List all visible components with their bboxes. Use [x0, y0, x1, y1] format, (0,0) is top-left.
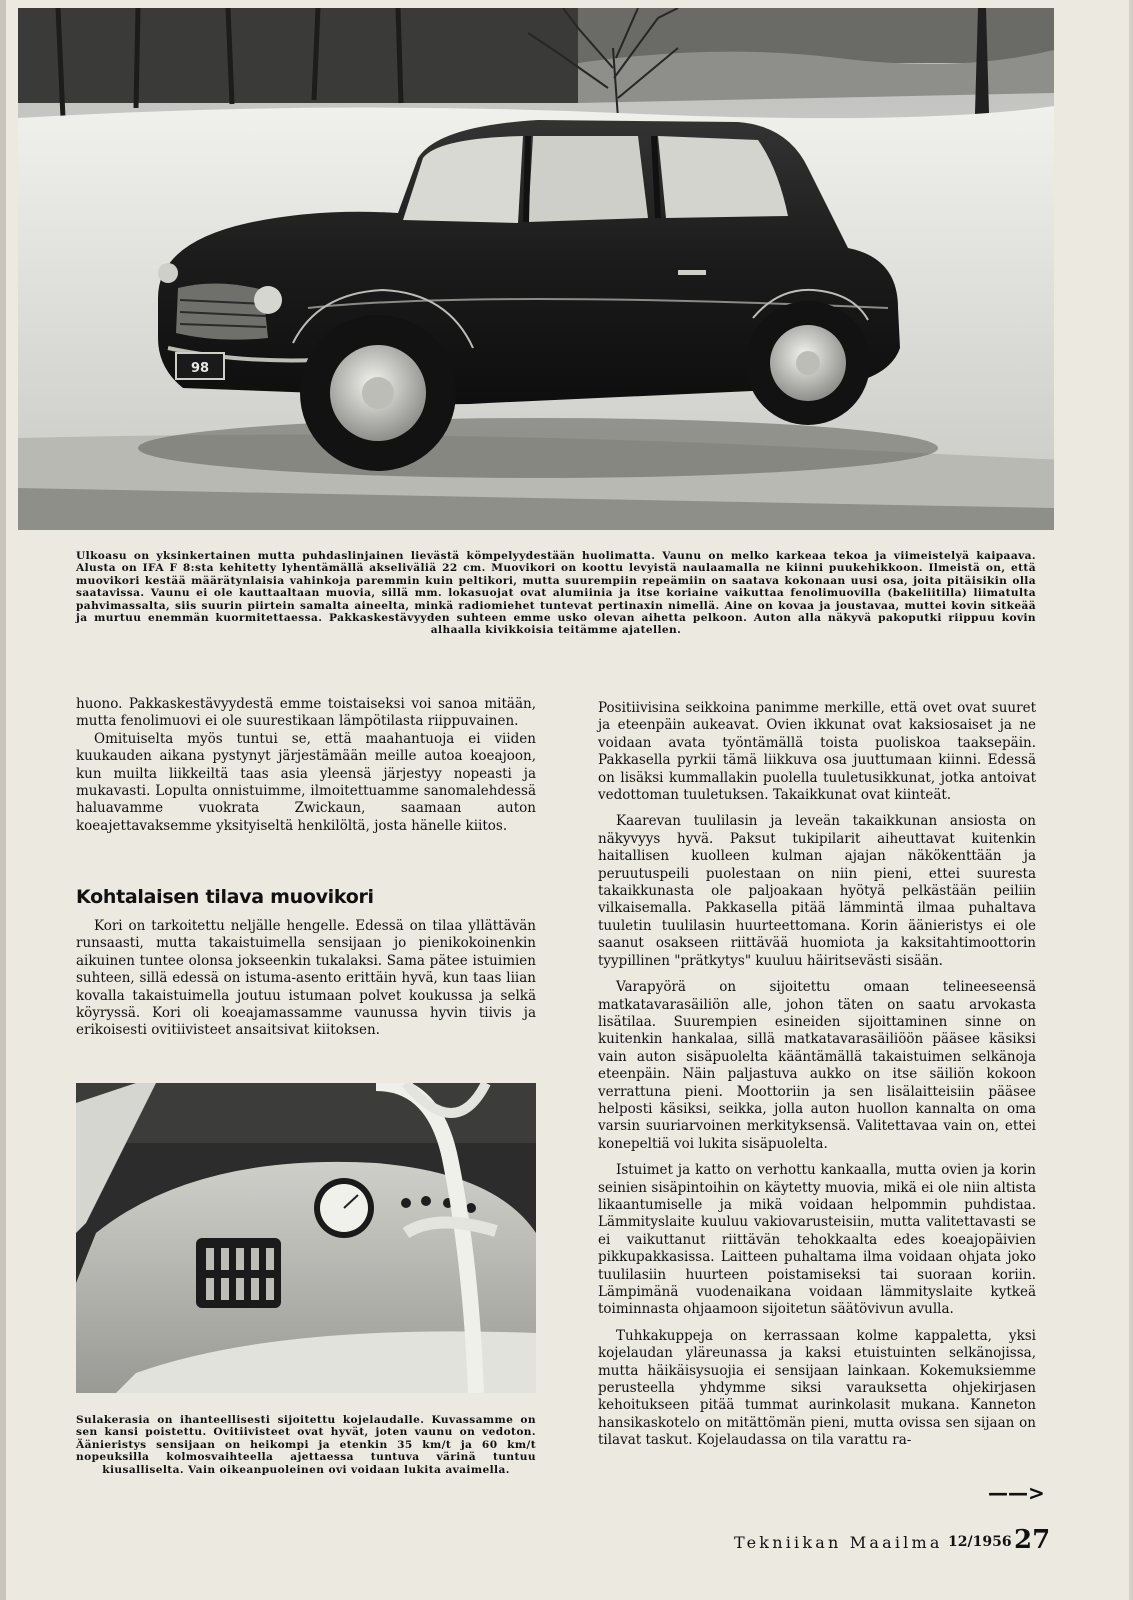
paragraph: Omituiselta myös tuntui se, että maahantuoja ei viiden kuukauden aikana pystynyt järjestämään meille autoa koeajoon, kun muilta liikkeiltä taas asia yleensä järjestyy nopeasti ja mukavasti. Lopulta onnistuimme, ilmoitettuamme sanomalehdessä haluavamme vuokrata Zwickaun, saamaan auton koeajettavaksemme yksityiseltä henkilöltä, josta hänelle kiitos.: [76, 730, 536, 834]
right-column: [598, 700, 1036, 1459]
license-plate-text: 98: [190, 361, 210, 376]
page-binding-edge: [0, 0, 6, 1600]
paragraph: Tuhkakuppeja on kerrassaan kolme kappaletta, yksi kojelaudan yläreunassa ja kaksi etuistuinten selkänojissa, mutta häikäisysuojia ei sensijaan lainkaan. Kokemuksiemme perusteella yhdymme siksi varauksetta ohjekirjasen kehoitukseen pitää tummat aurinkolasit mukana. Kanneton hansikaskotelo on mitättömän pieni, mutta ovissa sen sijaan on tilavat taskut. Kojelaudassa on tila varattu ra-: [598, 1327, 1036, 1449]
issue-number: 12/1956: [948, 1534, 1012, 1550]
dashboard-photo: [76, 1083, 536, 1393]
continuation-arrow: ——>: [988, 1481, 1045, 1505]
paragraph: Varapyörä on sijoitettu omaan telineeseensä matkatavarasäiliön alle, johon täten on saatu arvokasta lisätilaa. Suurempien esineiden sijoittaminen sinne on kuitenkin hankalaa, sillä matkatavarasäiliöön pääsee käsiksi vain auton sisäpuolelta kääntämällä takaistuimen selkänoja eteenpäin. Näin paljastuva aukko on itse säiliön kokoon verrattuna pieni. Moottoriin ja sen lisälaitteisiin pääsee helposti käsiksi, seikka, jolla auton huollon kannalta on oma varsin suuriarvoinen merkityksensä. Valitettavaa vain on, ettei konepeltiä voi lukita sisäpuolelta.: [598, 979, 1036, 1152]
car-photo: [18, 8, 1054, 530]
section-heading: Kohtalaisen tilava muovikori: [76, 886, 374, 908]
paragraph: huono. Pakkaskestävyydestä emme toistaiseksi voi sanoa mitään, mutta fenolimuovi ei ole suurestikaan lämpötilasta riippuvainen.: [76, 696, 536, 730]
page-right-edge: [1129, 0, 1133, 1600]
page-footer: [734, 1525, 1051, 1559]
paragraph: Positiivisina seikkoina panimme merkille, että ovet ovat suuret ja eteenpäin aukeavat. Ovien ikkunat ovat kaksiosaiset ja ne voidaan avata työntämällä toista puoliskoa taaksepäin. Pakkasella pyrkii tämä liikkuva osa juuttumaan kiinni. Edessä on lisäksi kummallakin puolella tuuletusikkunat, jotka antoivat vedottoman tuuletuksen. Takaikkunat ovat kiinteät.: [598, 700, 1036, 804]
paragraph: Istuimet ja katto on verhottu kankaalla, mutta ovien ja korin seinien sisäpintoihin on käytetty muovia, mikä ei ole niin altista likaantumiselle ja mikä voidaan helpommin puhdistaa. Lämmityslaite kuuluu vakiovarusteisiin, mutta valitettavasti se ei vaikuttanut riittävän tehokkaalta edes koeajopäivien pikkupakkasissa. Laitteen puhaltama ilma voidaan ohjata joko tuulilasiin huurteen poistamiseksi tai suoraan koriin. Lämpimänä vuodenaikana voidaan lämmityslaite kytkeä toiminnasta ohjaamoon sijoitetun säätövivun avulla.: [598, 1162, 1036, 1318]
paragraph: Kori on tarkoitettu neljälle hengelle. Edessä on tilaa yllättävän runsaasti, mutta takaistuimella sensijaan jo pienikokoinenkin aikuinen tuntee olonsa jokseenkin tukalaksi. Sama pätee istuimien suhteen, sillä edessä on istuma-asento erittäin hyvä, kun taas liian kovalla takaistuimella joutuu istumaan polvet koukussa ja selkä köyryssä. Kori oli koeajamassamme vaunussa hyvin tiivis ja erikoisesti ovitiivisteet ansaitsivat kiitoksen.: [76, 918, 536, 1039]
photo-caption-top: Ulkoasu on yksinkertainen mutta puhdaslinjainen lievästä kömpelyydestään huolimatta. Vaunu on melko karkeaa tekoa ja viimeistelyä kaipaava. Alusta on IFA F 8:sta kehitetty lyhentämällä akseliväliä 22 cm. Muovikori on koottu levyistä naulaamalla ne kiinni puukehikkoon. Ilmeistä on, että muovikori kestää määrätynlaisia vahinkoja paremmin kuin peltikori, mutta suurempiin repeämiin on saatava kokonaan uusi osa, joita pitäisikin olla saatavissa. Vaunu ei ole kauttaaltaan muovia, sillä mm. lokasuojat ovat alumiinia ja itse koriaine vaikuttaa fenolimuovilla (bakeliitilla) liimatulta pahvimassalta, siis suurin piirtein samalta aineelta, minkä radiomiehet tuntevat pertinaxin nimellä. Aine on kovaa ja joustavaa, muttei kovin sitkeää ja murtuu enemmän kuormitettaessa. Pakkaskestävyyden suhteen emme usko olevan aihetta pelkoon. Auton alla näkyvä pakoputki riippuu kovin alhaalla kivikkoisia teitämme ajatellen.: [76, 550, 1036, 637]
magazine-name: Tekniikan Maailma: [734, 1533, 943, 1552]
paragraph: Kaarevan tuulilasin ja leveän takaikkunan ansiosta on näkyvyys hyvä. Paksut tukipilarit aiheuttavat kuitenkin haitallisen kuolleen kulman ajajan näkökenttään ja peruutuspeili puolestaan on niin pieni, ettei suuresta takaikkunasta ole paljoakaan hyötyä pelkästään peiliin vilkaisemalla. Pakkasella pitää lämmintä ilmaa puhaltava tuuletin tuulilasin huurteettomana. Korin äänieristys ei ole saanut osakseen riittävää huomiota ja kaksitahtimoottorin tyypillinen "prätkytys" kuuluu häiritsevästi sisään.: [598, 813, 1036, 969]
photo-caption-dashboard: Sulakerasia on ihanteellisesti sijoitettu kojelaudalle. Kuvassamme on sen kansi poistettu. Ovitiivisteet ovat hyvät, joten vaunu on vedoton. Äänieristys sensijaan on heikompi ja etenkin 35 km/t ja 60 km/t nopeuksilla kolmosvaihteella ajettaessa tuntuva värinä tuntuu kiusalliselta. Vain oikeanpuoleinen ovi voidaan lukita avaimella.: [76, 1414, 536, 1476]
left-column-section: [76, 918, 536, 1040]
left-column-top: [76, 696, 536, 835]
page-number: 27: [1014, 1525, 1051, 1555]
